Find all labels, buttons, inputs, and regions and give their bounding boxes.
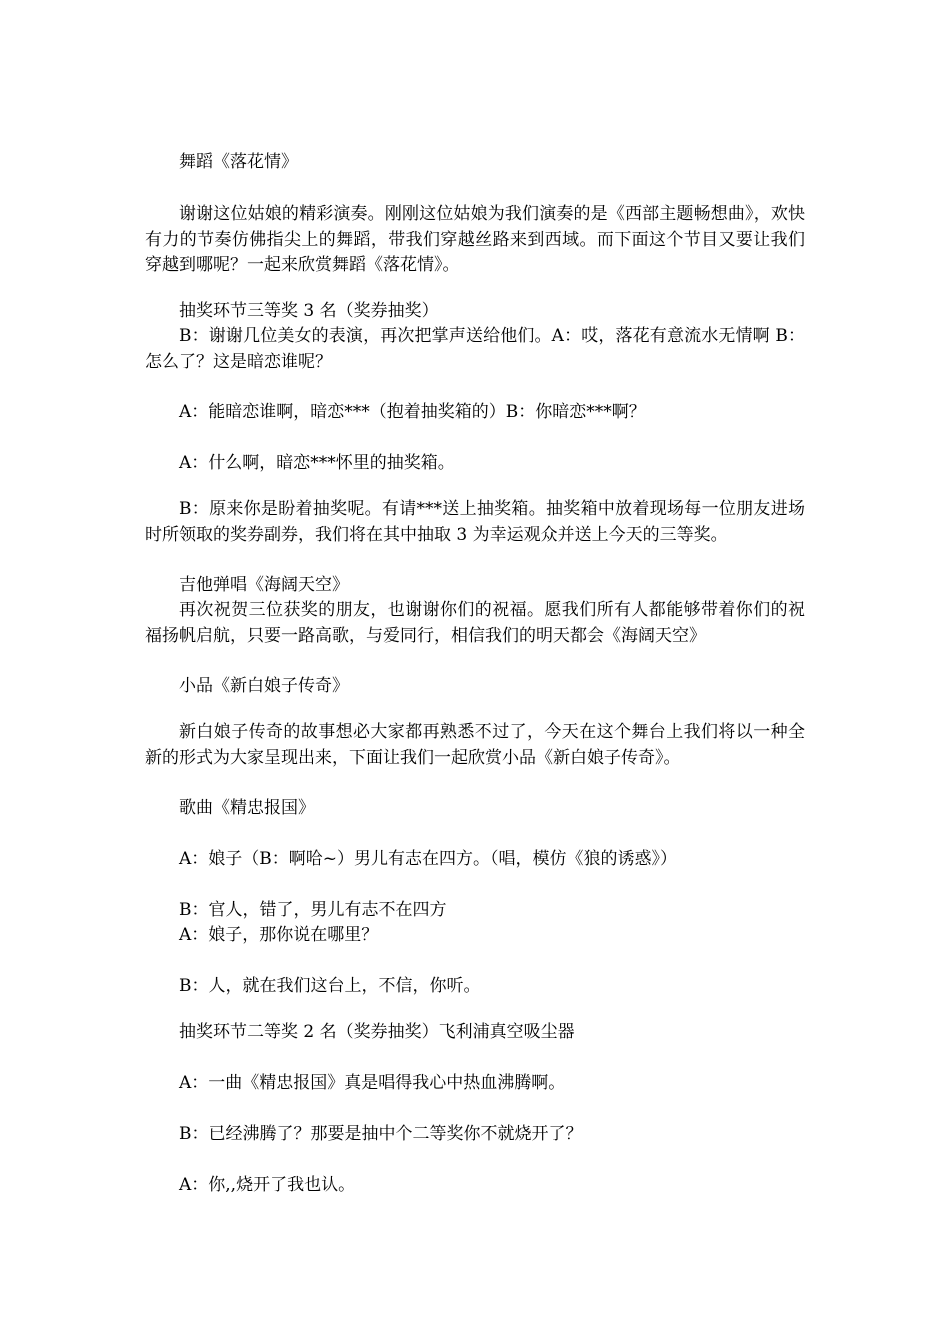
dialogue-line: B：人，就在我们这台上，不信，你听。 <box>179 976 481 996</box>
heading-guitar-haikuotiankong: 吉他弹唱《海阔天空》 <box>179 575 349 595</box>
paragraph-intro-dance: 谢谢这位姑娘的精彩演奏。刚刚这位姑娘为我们演奏的是《西部主题畅想曲》，欢快有力的节奏仿佛指尖上的舞蹈，带我们穿越丝路来到西域。而下面这个节目又要让我们穿越到哪呢？一起来欣赏舞蹈《落花情》。 <box>145 204 805 275</box>
dialogue-line: A：娘子（B：啊哈~）男儿有志在四方。（唱，模仿《狼的诱惑》） <box>179 849 678 869</box>
dialogue-line: A：什么啊，暗恋***怀里的抽奖箱。 <box>179 453 455 473</box>
dialogue-line: A：一曲《精忠报国》真是唱得我心中热血沸腾啊。 <box>179 1073 566 1093</box>
heading-skit-xinbainiangzi: 小品《新白娘子传奇》 <box>179 676 349 696</box>
heading-lottery-third-prize: 抽奖环节三等奖 3 名（奖券抽奖） <box>179 301 439 321</box>
paragraph-skit-intro: 新白娘子传奇的故事想必大家都再熟悉不过了，今天在这个舞台上我们将以一种全新的形式为大家呈现出来，下面让我们一起欣赏小品《新白娘子传奇》。 <box>145 722 805 768</box>
dialogue-line: B：官人，错了，男儿有志不在四方 <box>179 900 447 920</box>
dialogue-line: A：你,,烧开了我也认。 <box>179 1175 356 1195</box>
heading-song-jingzhongbaoguo: 歌曲《精忠报国》 <box>179 798 315 818</box>
heading-dance-luohuaqing: 舞蹈《落花情》 <box>179 152 298 172</box>
paragraph-congrats: 再次祝贺三位获奖的朋友，也谢谢你们的祝福。愿我们所有人都能够带着你们的祝福扬帆启航，只要一路高歌，与爱同行，相信我们的明天都会《海阔天空》 <box>145 600 805 646</box>
dialogue-line: B：已经沸腾了？那要是抽中个二等奖你不就烧开了？ <box>179 1124 583 1144</box>
dialogue-line: B：谢谢几位美女的表演，再次把掌声送给他们。A：哎，落花有意流水无情啊 B：怎么了？这是暗恋谁呢？ <box>145 326 805 372</box>
dialogue-line: A：能暗恋谁啊，暗恋***（抱着抽奖箱的）B：你暗恋***啊？ <box>179 402 646 422</box>
heading-lottery-second-prize: 抽奖环节二等奖 2 名（奖券抽奖）飞利浦真空吸尘器 <box>179 1022 575 1042</box>
dialogue-line: B：原来你是盼着抽奖呢。有请***送上抽奖箱。抽奖箱中放着现场每一位朋友进场时所领取的奖券副券，我们将在其中抽取 3 为幸运观众并送上今天的三等奖。 <box>145 499 805 545</box>
dialogue-line: A：娘子，那你说在哪里？ <box>179 925 379 945</box>
